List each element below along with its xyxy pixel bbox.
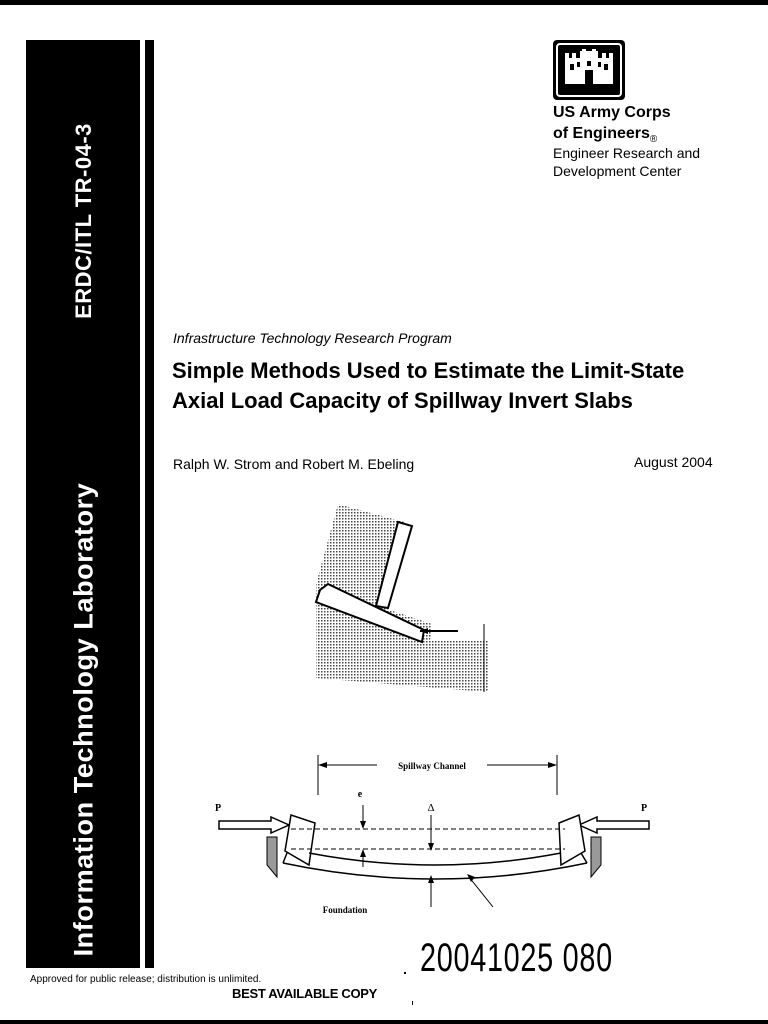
spillway-channel-label: Spillway Channel [398, 761, 466, 771]
registered-mark: ® [649, 134, 658, 146]
invert-slab-diagram [205, 745, 665, 925]
document-control-number: 20041025 080 [420, 936, 613, 980]
center-name-line1: Engineer Research and [553, 145, 701, 161]
laboratory-name: Information Technology Laboratory [68, 482, 99, 957]
center-name-line2: Development Center [553, 163, 682, 179]
load-p-left: P [215, 803, 222, 814]
foundation-label: Foundation [322, 905, 368, 915]
bottom-rule [0, 1020, 768, 1024]
top-rule [0, 0, 768, 5]
castle-logo-icon [553, 40, 625, 100]
load-p-right: P [641, 803, 648, 814]
tick-mark [412, 1001, 413, 1005]
sidebar-stripe [145, 40, 154, 968]
agency-name-line2: of Engineers$_®$ [553, 125, 658, 146]
sidebar-band [26, 40, 140, 968]
report-title: Simple Methods Used to Estimate the Limit-State Axial Load Capacity of Spillway Invert Slabs [172, 358, 685, 413]
distribution-statement: Approved for public release; distribution is unlimited. [30, 974, 262, 985]
authors: Ralph W. Strom and Robert M. Ebeling [173, 456, 415, 472]
eccentricity-label: e [357, 789, 363, 800]
report-number: ERDC/ITL TR-04-3 [71, 123, 96, 319]
program-name: Infrastructure Technology Research Program [173, 330, 452, 346]
publication-date: August 2004 [634, 454, 713, 470]
deflection-label: Δ [427, 802, 435, 814]
best-available-copy-stamp: BEST AVAILABLE COPY [232, 986, 378, 1001]
agency-name-line1: US Army Corps [553, 104, 671, 121]
speck [404, 972, 406, 974]
spillway-wall-illustration [300, 500, 500, 700]
